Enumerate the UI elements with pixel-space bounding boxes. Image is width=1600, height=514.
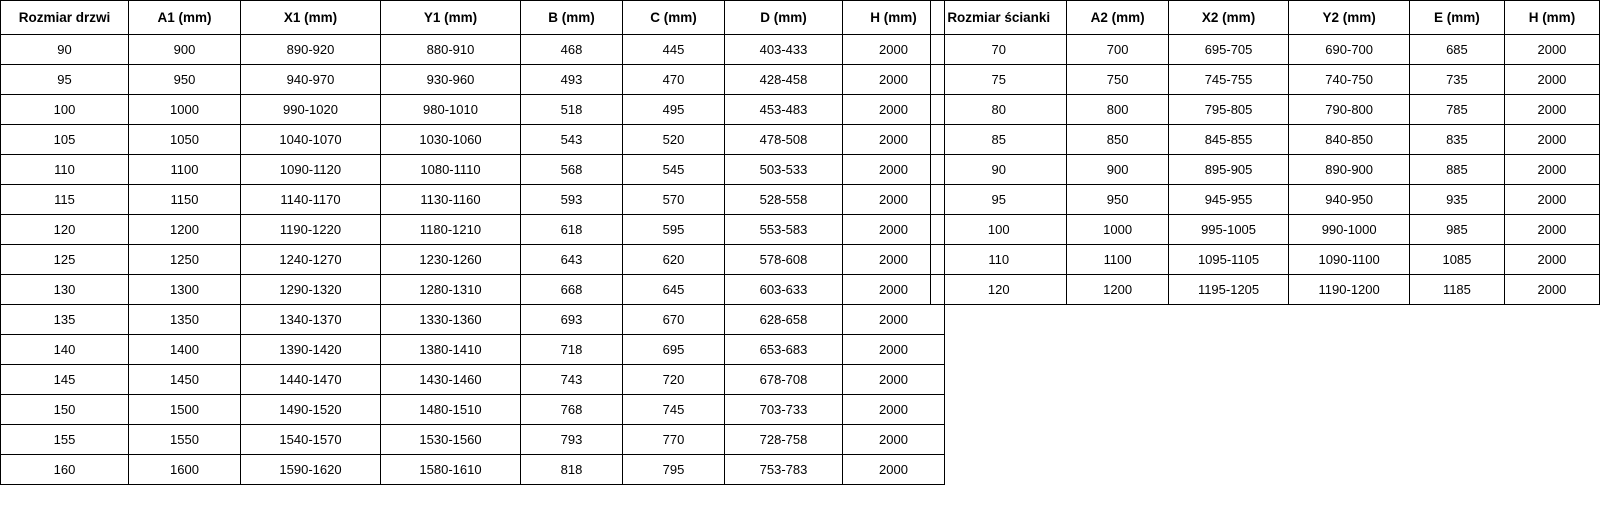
table-cell: 1580-1610	[381, 455, 521, 485]
table-cell: 2000	[843, 185, 945, 215]
table-cell: 1040-1070	[241, 125, 381, 155]
column-header: B (mm)	[521, 1, 623, 35]
table-cell: 120	[931, 275, 1067, 305]
table-cell: 1500	[129, 395, 241, 425]
table-cell: 990-1020	[241, 95, 381, 125]
table-cell: 900	[1067, 155, 1168, 185]
table-cell: 1400	[129, 335, 241, 365]
table-cell: 2000	[843, 155, 945, 185]
table-cell: 140	[1, 335, 129, 365]
table-cell: 1185	[1409, 275, 1504, 305]
table-cell: 845-855	[1168, 125, 1289, 155]
table-cell: 795	[623, 455, 725, 485]
table-cell: 1000	[129, 95, 241, 125]
table-cell: 840-850	[1289, 125, 1410, 155]
table-cell: 793	[521, 425, 623, 455]
table-cell: 2000	[1504, 65, 1599, 95]
table-row	[1, 215, 945, 245]
table-cell: 428-458	[725, 65, 843, 95]
table-row	[931, 95, 1600, 125]
table-cell: 1200	[1067, 275, 1168, 305]
table-cell: 2000	[1504, 215, 1599, 245]
table-cell: 1150	[129, 185, 241, 215]
table-cell: 745-755	[1168, 65, 1289, 95]
table-cell: 1140-1170	[241, 185, 381, 215]
table-cell: 100	[931, 215, 1067, 245]
table-cell: 2000	[843, 215, 945, 245]
table-header-row	[1, 1, 945, 35]
table-cell: 695	[623, 335, 725, 365]
table-cell: 2000	[1504, 95, 1599, 125]
table-cell: 678-708	[725, 365, 843, 395]
table-cell: 1590-1620	[241, 455, 381, 485]
table-cell: 620	[623, 245, 725, 275]
table-cell: 1300	[129, 275, 241, 305]
table-cell: 990-1000	[1289, 215, 1410, 245]
table-row	[1, 365, 945, 395]
table-cell: 2000	[1504, 155, 1599, 185]
table-row	[1, 65, 945, 95]
table-cell: 85	[931, 125, 1067, 155]
table-cell: 503-533	[725, 155, 843, 185]
table-cell: 2000	[843, 425, 945, 455]
column-header: H (mm)	[1504, 1, 1599, 35]
table-cell: 718	[521, 335, 623, 365]
table-cell: 493	[521, 65, 623, 95]
table-cell: 940-970	[241, 65, 381, 95]
table-cell: 595	[623, 215, 725, 245]
table-cell: 1100	[129, 155, 241, 185]
table-cell: 653-683	[725, 335, 843, 365]
table-cell: 593	[521, 185, 623, 215]
table-cell: 520	[623, 125, 725, 155]
table-cell: 1180-1210	[381, 215, 521, 245]
table-cell: 935	[1409, 185, 1504, 215]
table-row	[931, 275, 1600, 305]
table-cell: 1080-1110	[381, 155, 521, 185]
column-header: Y1 (mm)	[381, 1, 521, 35]
table-cell: 980-1010	[381, 95, 521, 125]
column-header: X1 (mm)	[241, 1, 381, 35]
table-cell: 100	[1, 95, 129, 125]
table-cell: 1450	[129, 365, 241, 395]
table-cell: 895-905	[1168, 155, 1289, 185]
table-cell: 1350	[129, 305, 241, 335]
table-cell: 1190-1220	[241, 215, 381, 245]
table-cell: 145	[1, 365, 129, 395]
table-row	[1, 335, 945, 365]
table-cell: 743	[521, 365, 623, 395]
table-cell: 668	[521, 275, 623, 305]
table-cell: 728-758	[725, 425, 843, 455]
table-cell: 528-558	[725, 185, 843, 215]
table-cell: 818	[521, 455, 623, 485]
table-cell: 695-705	[1168, 35, 1289, 65]
column-header: Y2 (mm)	[1289, 1, 1410, 35]
table-cell: 2000	[1504, 275, 1599, 305]
table-cell: 768	[521, 395, 623, 425]
table-cell: 1330-1360	[381, 305, 521, 335]
table-cell: 1095-1105	[1168, 245, 1289, 275]
table-cell: 1380-1410	[381, 335, 521, 365]
table-cell: 643	[521, 245, 623, 275]
table-cell: 1550	[129, 425, 241, 455]
table-row	[1, 275, 945, 305]
table-cell: 2000	[1504, 245, 1599, 275]
doors-table-body	[1, 35, 945, 485]
table-cell: 880-910	[381, 35, 521, 65]
table-cell: 1280-1310	[381, 275, 521, 305]
table-cell: 700	[1067, 35, 1168, 65]
table-cell: 1085	[1409, 245, 1504, 275]
table-cell: 95	[931, 185, 1067, 215]
walls-dimensions-table	[930, 0, 1600, 305]
table-cell: 995-1005	[1168, 215, 1289, 245]
table-cell: 618	[521, 215, 623, 245]
table-cell: 155	[1, 425, 129, 455]
table-cell: 940-950	[1289, 185, 1410, 215]
table-cell: 645	[623, 275, 725, 305]
table-cell: 2000	[843, 95, 945, 125]
table-cell: 1430-1460	[381, 365, 521, 395]
table-cell: 890-920	[241, 35, 381, 65]
table-cell: 110	[931, 245, 1067, 275]
column-header: C (mm)	[623, 1, 725, 35]
table-row	[931, 65, 1600, 95]
table-row	[1, 125, 945, 155]
table-row	[931, 155, 1600, 185]
table-cell: 2000	[843, 65, 945, 95]
table-cell: 2000	[843, 35, 945, 65]
table-cell: 693	[521, 305, 623, 335]
table-cell: 1200	[129, 215, 241, 245]
table-cell: 1130-1160	[381, 185, 521, 215]
table-row	[931, 125, 1600, 155]
table-cell: 790-800	[1289, 95, 1410, 125]
table-cell: 120	[1, 215, 129, 245]
table-cell: 568	[521, 155, 623, 185]
table-cell: 403-433	[725, 35, 843, 65]
table-row	[931, 215, 1600, 245]
column-header: E (mm)	[1409, 1, 1504, 35]
table-cell: 1100	[1067, 245, 1168, 275]
table-cell: 478-508	[725, 125, 843, 155]
table-cell: 470	[623, 65, 725, 95]
table-cell: 1190-1200	[1289, 275, 1410, 305]
column-header: D (mm)	[725, 1, 843, 35]
table-cell: 900	[129, 35, 241, 65]
table-cell: 95	[1, 65, 129, 95]
table-cell: 80	[931, 95, 1067, 125]
table-cell: 1540-1570	[241, 425, 381, 455]
table-cell: 2000	[843, 275, 945, 305]
table-cell: 570	[623, 185, 725, 215]
table-cell: 1000	[1067, 215, 1168, 245]
table-cell: 553-583	[725, 215, 843, 245]
table-cell: 690-700	[1289, 35, 1410, 65]
table-cell: 1090-1120	[241, 155, 381, 185]
table-cell: 1230-1260	[381, 245, 521, 275]
table-cell: 1600	[129, 455, 241, 485]
table-cell: 518	[521, 95, 623, 125]
table-row	[1, 305, 945, 335]
table-row	[1, 455, 945, 485]
table-cell: 740-750	[1289, 65, 1410, 95]
table-row	[931, 35, 1600, 65]
table-cell: 545	[623, 155, 725, 185]
table-row	[1, 155, 945, 185]
table-cell: 735	[1409, 65, 1504, 95]
table-cell: 753-783	[725, 455, 843, 485]
column-header: X2 (mm)	[1168, 1, 1289, 35]
table-cell: 885	[1409, 155, 1504, 185]
table-cell: 2000	[843, 245, 945, 275]
table-cell: 835	[1409, 125, 1504, 155]
table-row	[1, 425, 945, 455]
table-cell: 150	[1, 395, 129, 425]
table-cell: 603-633	[725, 275, 843, 305]
table-row	[1, 185, 945, 215]
table-cell: 115	[1, 185, 129, 215]
table-cell: 135	[1, 305, 129, 335]
table-cell: 1490-1520	[241, 395, 381, 425]
table-cell: 950	[1067, 185, 1168, 215]
table-cell: 578-608	[725, 245, 843, 275]
table-cell: 1240-1270	[241, 245, 381, 275]
table-cell: 745	[623, 395, 725, 425]
table-row	[931, 185, 1600, 215]
table-cell: 1250	[129, 245, 241, 275]
table-cell: 2000	[1504, 125, 1599, 155]
table-cell: 160	[1, 455, 129, 485]
table-cell: 543	[521, 125, 623, 155]
table-cell: 950	[129, 65, 241, 95]
table-cell: 1290-1320	[241, 275, 381, 305]
table-row	[1, 245, 945, 275]
table-cell: 110	[1, 155, 129, 185]
column-header: Rozmiar drzwi	[1, 1, 129, 35]
table-cell: 2000	[843, 395, 945, 425]
table-cell: 785	[1409, 95, 1504, 125]
table-cell: 495	[623, 95, 725, 125]
table-cell: 445	[623, 35, 725, 65]
table-cell: 628-658	[725, 305, 843, 335]
walls-table-header	[931, 1, 1600, 35]
table-cell: 1390-1420	[241, 335, 381, 365]
table-row	[1, 35, 945, 65]
table-row	[931, 245, 1600, 275]
table-row	[1, 395, 945, 425]
column-header: H (mm)	[843, 1, 945, 35]
table-cell: 1480-1510	[381, 395, 521, 425]
table-cell: 125	[1, 245, 129, 275]
table-cell: 90	[1, 35, 129, 65]
table-row	[1, 95, 945, 125]
table-header-row	[931, 1, 1600, 35]
table-cell: 720	[623, 365, 725, 395]
table-cell: 2000	[1504, 35, 1599, 65]
table-cell: 800	[1067, 95, 1168, 125]
table-cell: 1340-1370	[241, 305, 381, 335]
table-cell: 750	[1067, 65, 1168, 95]
table-cell: 1530-1560	[381, 425, 521, 455]
table-cell: 2000	[843, 455, 945, 485]
table-cell: 1440-1470	[241, 365, 381, 395]
table-cell: 795-805	[1168, 95, 1289, 125]
table-cell: 930-960	[381, 65, 521, 95]
table-cell: 2000	[843, 125, 945, 155]
table-cell: 75	[931, 65, 1067, 95]
table-cell: 685	[1409, 35, 1504, 65]
column-header: A2 (mm)	[1067, 1, 1168, 35]
table-cell: 90	[931, 155, 1067, 185]
table-cell: 1195-1205	[1168, 275, 1289, 305]
column-header: Rozmiar ścianki	[931, 1, 1067, 35]
table-cell: 2000	[1504, 185, 1599, 215]
table-cell: 2000	[843, 365, 945, 395]
table-cell: 105	[1, 125, 129, 155]
table-cell: 890-900	[1289, 155, 1410, 185]
table-cell: 670	[623, 305, 725, 335]
table-cell: 70	[931, 35, 1067, 65]
table-cell: 1050	[129, 125, 241, 155]
table-cell: 130	[1, 275, 129, 305]
walls-dimensions-table-container	[930, 0, 1600, 305]
table-cell: 2000	[843, 335, 945, 365]
table-cell: 1090-1100	[1289, 245, 1410, 275]
column-header: A1 (mm)	[129, 1, 241, 35]
doors-table-header	[1, 1, 945, 35]
table-cell: 850	[1067, 125, 1168, 155]
table-cell: 945-955	[1168, 185, 1289, 215]
walls-table-body	[931, 35, 1600, 305]
table-cell: 985	[1409, 215, 1504, 245]
table-cell: 1030-1060	[381, 125, 521, 155]
table-cell: 453-483	[725, 95, 843, 125]
table-cell: 2000	[843, 305, 945, 335]
table-cell: 703-733	[725, 395, 843, 425]
table-cell: 770	[623, 425, 725, 455]
table-cell: 468	[521, 35, 623, 65]
